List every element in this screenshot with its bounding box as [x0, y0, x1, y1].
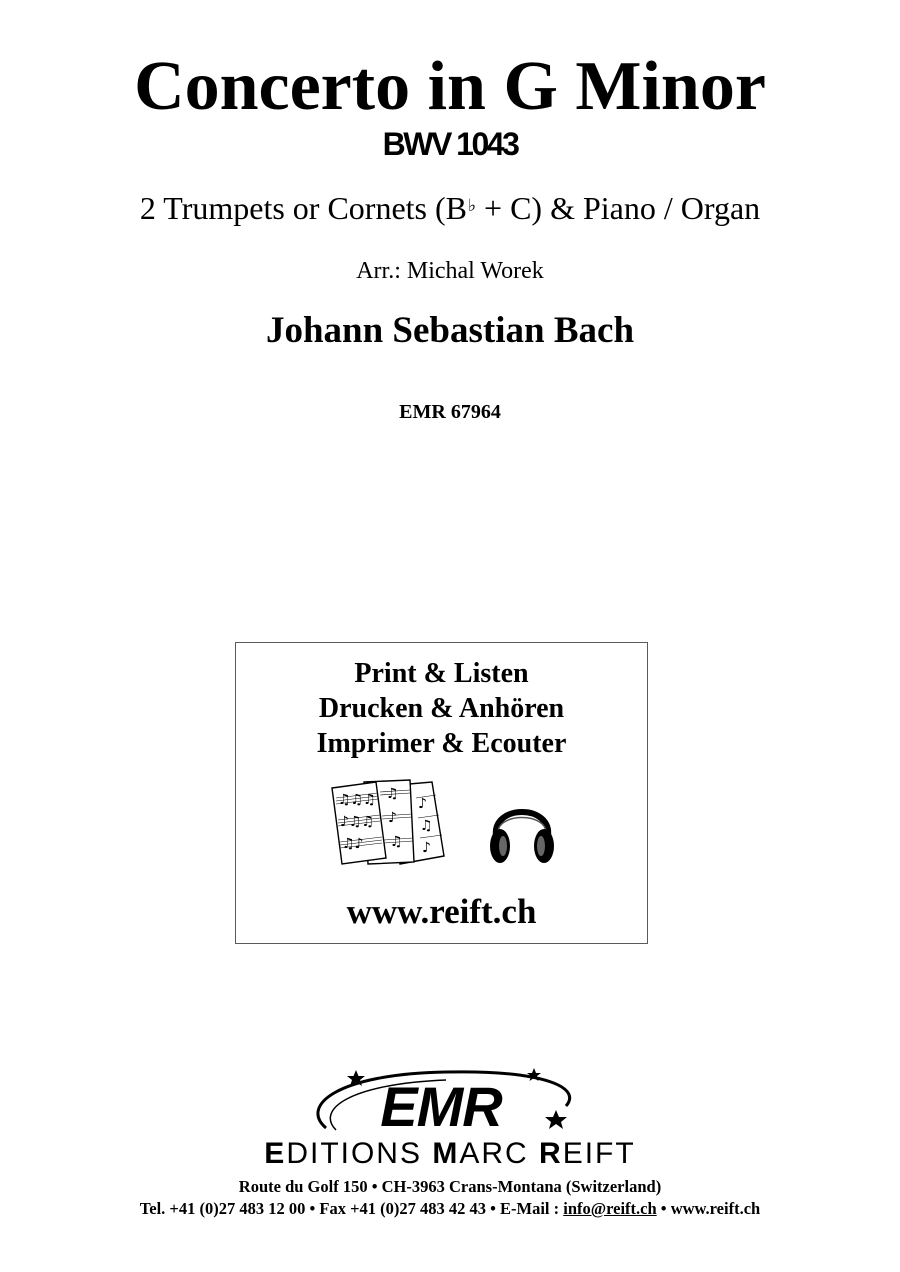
edition-number: EMR 67964 [399, 401, 501, 423]
svg-text:♫: ♫ [386, 786, 399, 802]
publisher-address: Route du Golf 150 • CH-3963 Crans-Montana (Switzerland) [238, 1177, 662, 1196]
website-link[interactable]: www.reift.ch [670, 1199, 761, 1218]
svg-text:♫♫♫: ♫♫♫ [338, 792, 376, 808]
svg-text:♪♫♫: ♪♫♫ [340, 814, 375, 830]
publisher-name-part-1: DITIONS [286, 1137, 433, 1170]
sheet-music-icon [328, 778, 453, 868]
emr-logo [296, 1066, 586, 1140]
publisher-name-initial-m: M [432, 1137, 460, 1170]
separator: • [656, 1199, 671, 1218]
svg-text:♪: ♪ [418, 796, 427, 812]
svg-text:♫: ♫ [390, 834, 403, 850]
composer-name: Johann Sebastian Bach [265, 310, 635, 351]
flat-symbol: ♭ [468, 196, 477, 215]
publisher-name-part-2: ARC [459, 1137, 540, 1170]
separator: • [305, 1199, 320, 1218]
promo-line-french: Imprimer & Ecouter [316, 728, 567, 759]
svg-text:♫: ♫ [420, 818, 433, 834]
publisher-name-initial-r: R [539, 1137, 563, 1170]
publisher-name-part-3: EIFT [562, 1137, 636, 1170]
publisher-name [0, 1136, 900, 1172]
fax-number: Fax +41 (0)27 483 42 43 [319, 1199, 486, 1218]
svg-text:♫♪: ♫♪ [342, 836, 364, 852]
email-label: E-Mail : [500, 1199, 564, 1218]
svg-text:♪: ♪ [422, 840, 431, 856]
publisher-name-initial-e: E [264, 1137, 287, 1170]
instrumentation [0, 188, 900, 228]
catalog-number: BWV 1043 [382, 126, 518, 162]
phone-number: Tel. +41 (0)27 483 12 00 [139, 1199, 306, 1218]
print-listen-box [235, 642, 648, 944]
publisher-contact [0, 1198, 900, 1220]
promo-line-english: Print & Listen [354, 658, 529, 689]
promo-website-link[interactable]: www.reift.ch [346, 892, 537, 931]
emr-logo-text: EMR [380, 1075, 502, 1138]
instrumentation-text-start: 2 Trumpets or Cornets (B [139, 190, 467, 226]
email-link[interactable]: info@reift.ch [563, 1199, 657, 1218]
instrumentation-text-end: + C) & Piano / Organ [476, 190, 761, 226]
promo-line-german: Drucken & Anhören [318, 693, 565, 724]
arranger-credit: Arr.: Michal Worek [356, 258, 544, 284]
separator: • [485, 1199, 500, 1218]
headphones-icon [488, 790, 556, 866]
svg-text:♪: ♪ [388, 810, 397, 826]
page-title: Concerto in G Minor [134, 48, 766, 125]
